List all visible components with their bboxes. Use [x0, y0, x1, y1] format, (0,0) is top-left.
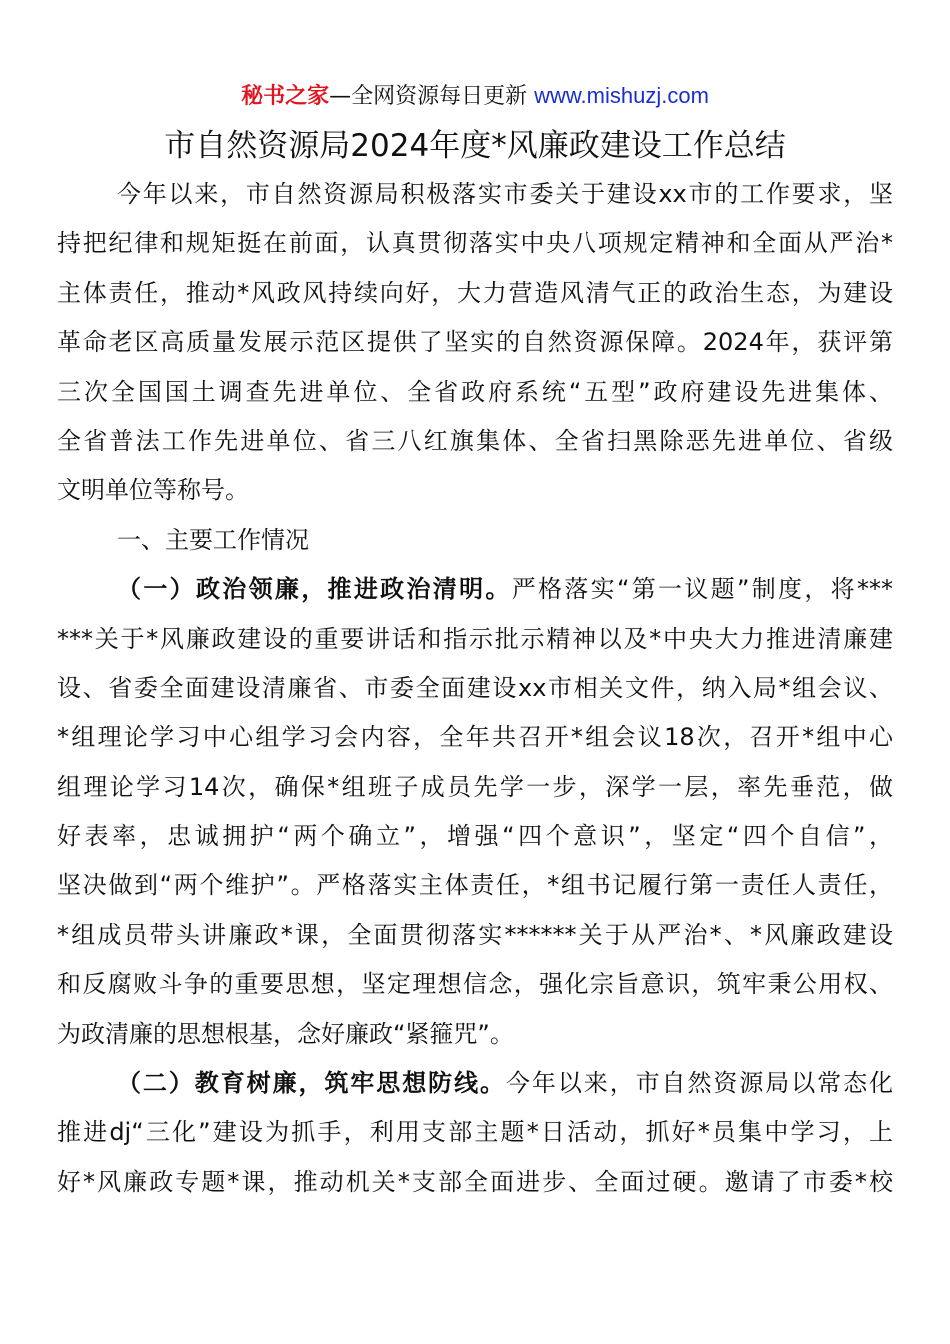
paragraph-line: ***关于*风廉政建设的重要讲话和指示批示精神以及*中央大力推进清廉建 [57, 624, 893, 653]
subsection-text: 今年以来，市自然资源局以常态化 [505, 1069, 894, 1098]
paragraph-line: 好表率，忠诚拥护“两个确立”，增强“四个意识”，坚定“四个自信”， [57, 822, 893, 851]
paragraph-line: 设、省委全面建设清廉省、市委全面建设xx市相关文件，纳入局*组会议、 [57, 673, 893, 702]
brand-name: 秘书之家 [241, 84, 330, 109]
subsection-first-line [57, 565, 893, 614]
paragraph-line: 和反腐败斗争的重要思想，坚定理想信念，强化宗旨意识，筑牢秉公用权、 [57, 970, 893, 999]
paragraph-line: 坚决做到“两个维护”。严格落实主体责任，*组书记履行第一责任人责任， [57, 871, 893, 900]
header-slogan: —全网资源每日更新 [329, 84, 528, 109]
paragraph-line: 革命老区高质量发展示范区提供了坚实的自然资源保障。2024年，获评第 [57, 328, 893, 357]
subsection-text: 严格落实“第一议题”制度，将*** [511, 575, 893, 604]
paragraph-line: 好*风廉政专题*课，推动机关*支部全面进步、全面过硬。邀请了市委*校 [57, 1167, 893, 1196]
document-body [57, 170, 893, 1207]
paragraph-line: 为政清廉的思想根基，念好廉政“紧箍咒”。 [57, 1019, 514, 1048]
site-header [0, 80, 950, 113]
paragraph-line: 组理论学习14次，确保*组班子成员先学一步，深学一层，率先垂范，做 [57, 772, 893, 801]
paragraph-line: *组成员带头讲廉政*课，全面贯彻落实******关于从严治*、*风廉政建设 [57, 920, 893, 949]
site-url-link[interactable]: www.mishuzj.com [534, 83, 709, 108]
paragraph-line: *组理论学习中心组学习会内容，全年共召开*组会议18次，召开*组中心 [57, 723, 893, 752]
paragraph-line: 今年以来，市自然资源局积极落实市委关于建设xx市的工作要求，坚 [117, 180, 893, 208]
document-title: 市自然资源局2024年度*风廉政建设工作总结 [164, 128, 786, 164]
subsection-heading: （二）教育树廉，筑牢思想防线。 [117, 1069, 506, 1098]
paragraph-line: 持把纪律和规矩挺在前面，认真贯彻落实中央八项规定精神和全面从严治* [57, 229, 893, 258]
paragraph-line: 推进dj“三化”建设为抓手，利用支部主题*日活动，抓好*员集中学习，上 [57, 1118, 893, 1147]
subsection-heading: （一）政治领廉，推进政治清明。 [117, 575, 512, 604]
paragraph-line: 全省普法工作先进单位、省三八红旗集体、全省扫黑除恶先进单位、省级 [57, 426, 893, 455]
section-heading: 一、主要工作情况 [117, 525, 309, 554]
paragraph-line: 三次全国国土调查先进单位、全省政府系统“五型”政府建设先进集体、 [57, 377, 893, 406]
paragraph-line: 文明单位等称号。 [57, 476, 249, 505]
paragraph-line: 主体责任，推动*风政风持续向好，大力营造风清气正的政治生态，为建设 [57, 278, 893, 307]
subsection-first-line [57, 1059, 893, 1108]
